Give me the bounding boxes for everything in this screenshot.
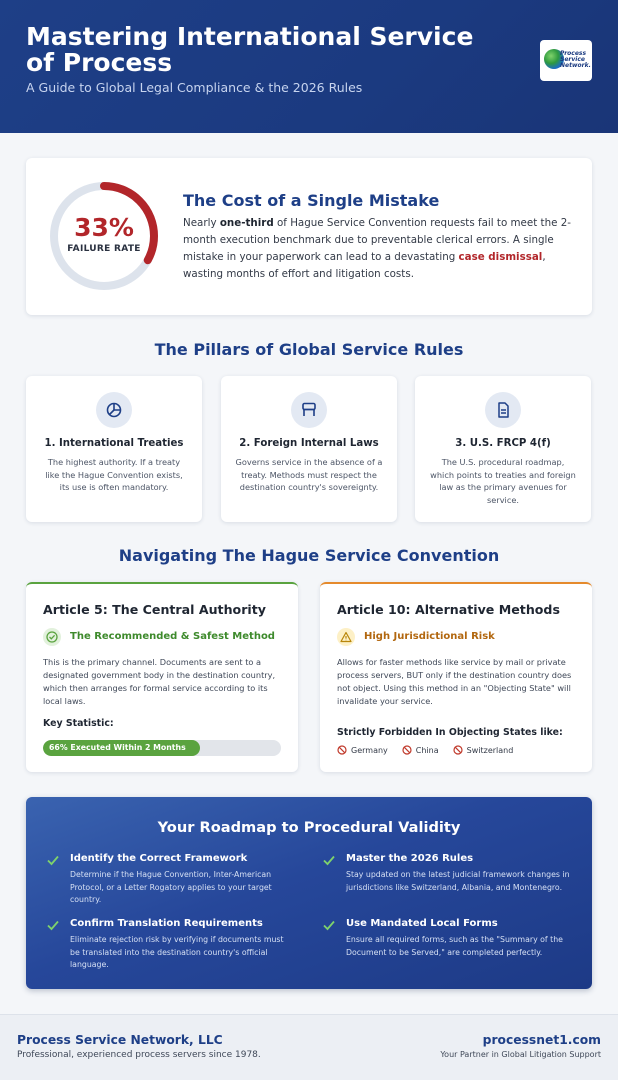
checkmark-icon	[322, 918, 336, 932]
cost-text: Nearly one-third of Hague Service Convention requests fail to meet the 2-month execution benchmark due to preventable clerical errors. A single mistake in your paperwork can lead to a devastating case dismissal, wasting months of effort and litigation costs.	[183, 217, 571, 280]
page-subtitle: A Guide to Global Legal Compliance & the 2026 Rules	[26, 80, 363, 95]
partner-tagline: Your Partner in Global Litigation Support	[440, 1050, 601, 1059]
step-title: Master the 2026 Rules	[346, 853, 474, 864]
progress-label: 66% Executed Within 2 Months	[49, 743, 186, 752]
step-text: Determine if the Hague Convention, Inter-American Protocol, or a Letter Rogatory applies to your target country.	[70, 870, 272, 904]
check-circle-icon	[46, 631, 58, 643]
building-icon	[300, 401, 318, 419]
prohibited-icon	[402, 745, 412, 755]
header	[0, 0, 618, 133]
checkmark-icon	[46, 853, 60, 867]
forbidden-label: Strictly Forbidden In Objecting States like:	[337, 727, 563, 738]
article-text: Allows for faster methods like service by mail or private process servers, BUT only if the destination country does not object. Using this method in an "Objecting State" will invalidate your service.	[337, 657, 572, 706]
pillar-title: 3. U.S. FRCP 4(f)	[455, 438, 551, 449]
roadmap-panel	[26, 797, 592, 989]
warning-icon	[340, 631, 352, 643]
step-text: Ensure all required forms, such as the "Summary of the Document to be Served," are completed perfectly.	[346, 935, 563, 957]
article-title: Article 10: Alternative Methods	[337, 602, 560, 617]
risk-tag: High Jurisdictional Risk	[364, 631, 495, 642]
pillar-title: 2. Foreign Internal Laws	[239, 438, 379, 449]
recommended-tag: The Recommended & Safest Method	[70, 631, 275, 642]
forbidden-country: Switzerland	[453, 745, 514, 755]
step-text: Stay updated on the latest judicial framework changes in jurisdictions like Switzerland, Albania, and Montenegro.	[346, 870, 570, 892]
pillar-card-treaties	[26, 376, 202, 522]
article-5-card	[26, 582, 298, 772]
step-title: Identify the Correct Framework	[70, 853, 248, 864]
step-title: Use Mandated Local Forms	[346, 918, 498, 929]
scales-icon	[105, 401, 123, 419]
prohibited-icon	[453, 745, 463, 755]
step-title: Confirm Translation Requirements	[70, 918, 263, 929]
cost-title: The Cost of a Single Mistake	[183, 191, 440, 210]
forbidden-country: Germany	[337, 745, 388, 755]
hague-title: Navigating The Hague Service Convention	[118, 546, 500, 565]
step-text: Eliminate rejection risk by verifying if documents must be translated into the destination country's official language.	[70, 935, 284, 969]
checkmark-icon	[46, 918, 60, 932]
logo-text: Process Service Network.	[560, 50, 591, 69]
article-10-card	[320, 582, 592, 772]
pillars-title: The Pillars of Global Service Rules	[154, 340, 464, 359]
website-link[interactable]: processnet1.com	[482, 1033, 601, 1047]
failure-rate-ring	[48, 180, 160, 292]
forbidden-country-list	[337, 745, 513, 755]
company-logo	[540, 40, 592, 81]
pillar-text: The U.S. procedural roadmap, which points to treaties and foreign law as the primary avenues for service.	[430, 457, 576, 505]
failure-rate-value: 33%	[74, 213, 134, 242]
company-tagline: Professional, experienced process servers since 1978.	[17, 1050, 261, 1060]
page-title: Mastering International Service of Process	[26, 22, 474, 77]
pillar-title: 1. International Treaties	[44, 438, 184, 449]
document-icon	[494, 401, 512, 419]
execution-progress-bar	[43, 740, 281, 756]
footer	[0, 1014, 618, 1080]
pillar-card-frcp	[415, 376, 591, 522]
article-title: Article 5: The Central Authority	[43, 602, 266, 617]
cost-card	[26, 158, 592, 315]
failure-rate-label: FAILURE RATE	[67, 244, 141, 254]
pillar-text: Governs service in the absence of a treaty. Methods must respect the destination country's sovereignty.	[235, 457, 383, 492]
prohibited-icon	[337, 745, 347, 755]
key-statistic-label: Key Statistic:	[43, 718, 114, 729]
pillar-card-foreign-laws	[221, 376, 397, 522]
roadmap-title: Your Roadmap to Procedural Validity	[157, 819, 461, 836]
pillar-text: The highest authority. If a treaty like the Hague Convention exists, its use is often mandatory.	[45, 457, 183, 492]
forbidden-country: China	[402, 745, 439, 755]
checkmark-icon	[322, 853, 336, 867]
article-text: This is the primary channel. Documents are sent to a designated government body in the destination country, which then arranges for formal service according to its local laws.	[43, 657, 276, 706]
company-name: Process Service Network, LLC	[17, 1033, 223, 1047]
